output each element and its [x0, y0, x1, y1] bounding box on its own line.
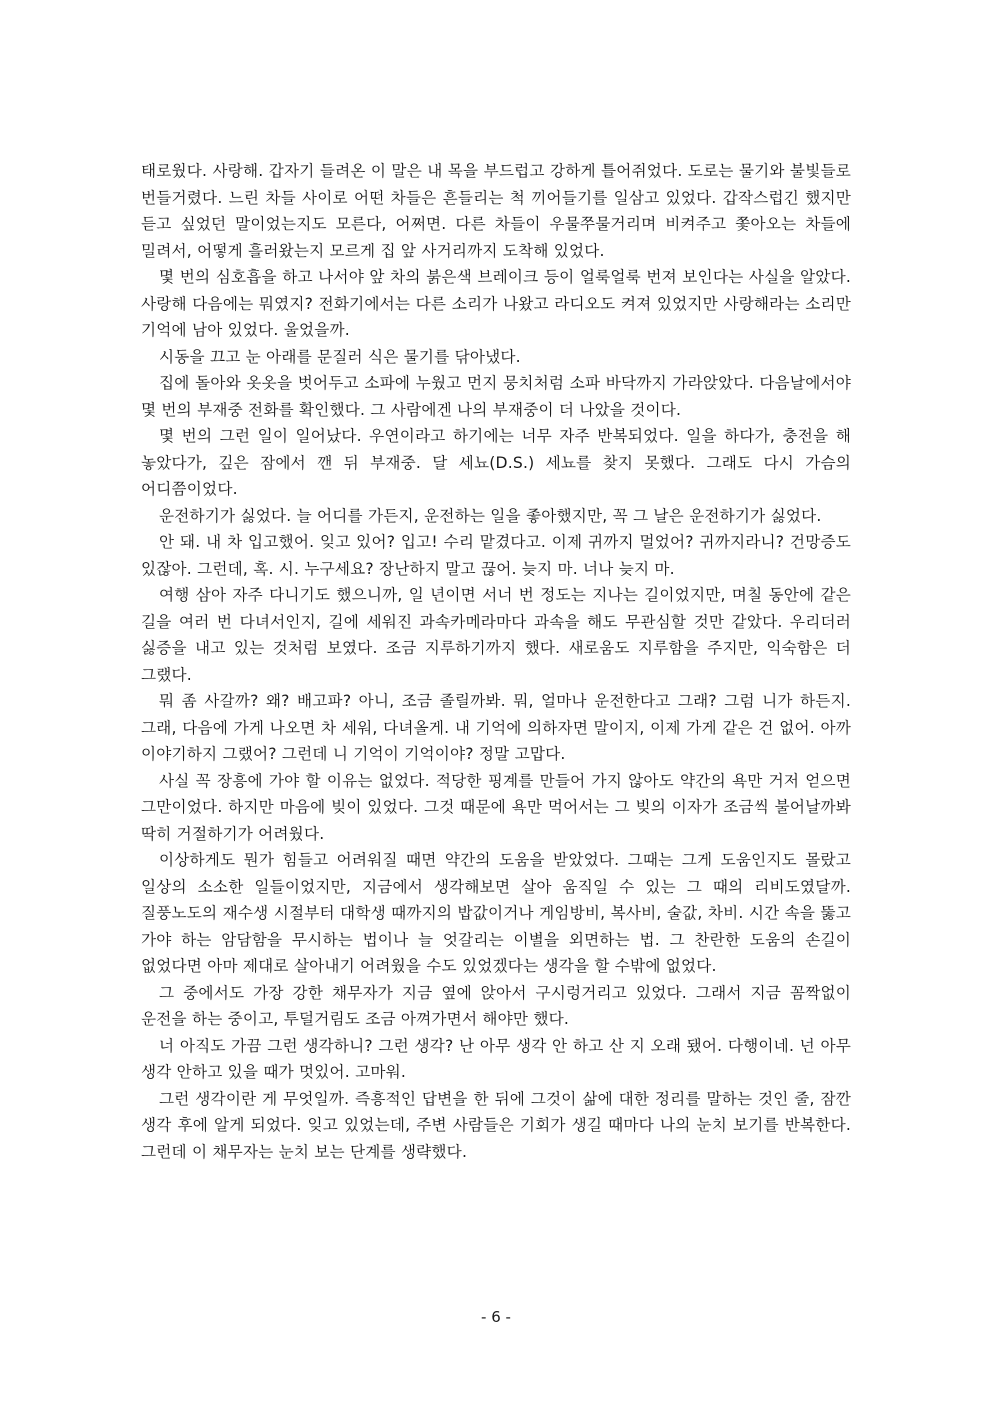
paragraph: 시동을 끄고 눈 아래를 문질러 식은 물기를 닦아냈다. [159, 347, 521, 366]
paragraph: 집에 돌아와 옷옷을 벗어두고 소파에 누웠고 먼지 뭉치처럼 소파 바닥까지 가라앉았다. 다음날에서야 몇 번의 부재중 전화를 확인했다. 그 사람에겐 나의 부재중이 더 나았을 것이다. [141, 374, 851, 419]
paragraph: 그런 생각이란 게 무엇일까. 즉흥적인 답변을 한 뒤에 그것이 삶에 대한 정리를 말하는 것인 줄, 잠깐 생각 후에 알게 되었다. 잊고 있었는데, 주변 사람들은 기회가 생길 때마다 나의 눈치 보기를 반복한다. 그런데 이 채무자는 눈치 보는 단계를 생략했다. [141, 1089, 851, 1161]
paragraph: 너 아직도 가끔 그런 생각하니? 그런 생각? 난 아무 생각 안 하고 산 지 오래 됐어. 다행이네. 넌 아무 생각 안하고 있을 때가 멋있어. 고마워. [141, 1036, 851, 1081]
paragraph: 태로웠다. 사랑해. 갑자기 들려온 이 말은 내 목을 부드럽고 강하게 틀어쥐었다. 도로는 물기와 불빛들로 번들거렸다. 느린 차들 사이로 어떤 차들은 흔들리는 척 끼어들기를 일삼고 있었다. 갑작스럽긴 했지만 듣고 싶었던 말이었는지도 모른다, 어쩌면. 다른 차들이 우물쭈물거리며 비켜주고 쫓아오는 차들에 밀려서, 어떻게 흘러왔는지 모르게 집 앞 사거리까지 도착해 있었다. [141, 162, 851, 260]
paragraph: 그 중에서도 가장 강한 채무자가 지금 옆에 앉아서 구시렁거리고 있었다. 그래서 지금 꼼짝없이 운전을 하는 중이고, 투덜거림도 조금 아껴가면서 해야만 했다. [141, 983, 851, 1028]
paragraph: 사실 꼭 장흥에 가야 할 이유는 없었다. 적당한 핑계를 만들어 가지 않아도 약간의 욕만 거저 얻으면 그만이었다. 하지만 마음에 빚이 있었다. 그것 때문에 욕만 먹어서는 그 빚의 이자가 조금씩 불어날까봐 딱히 거절하기가 어려웠다. [141, 771, 851, 843]
paragraph: 안 돼. 내 차 입고했어. 잊고 있어? 입고! 수리 맡겼다고. 이제 귀까지 멀었어? 귀까지라니? 건망증도 있잖아. 그런데, 혹. 시. 누구세요? 장난하지 말고 끊어. 늦지 마. 너나 늦지 마. [141, 533, 851, 578]
paragraph: 운전하기가 싫었다. 늘 어디를 가든지, 운전하는 일을 좋아했지만, 꼭 그 날은 운전하기가 싫었다. [159, 506, 822, 525]
page-number: - 6 - [481, 1308, 511, 1326]
paragraph: 몇 번의 심호흡을 하고 나서야 앞 차의 붉은색 브레이크 등이 얼룩얼룩 번져 보인다는 사실을 알았다. 사랑해 다음에는 뭐였지? 전화기에서는 다른 소리가 나왔고 라디오도 켜져 있었지만 사랑해라는 소리만 기억에 남아 있었다. 울었을까. [141, 268, 851, 339]
paragraph: 뭐 좀 사갈까? 왜? 배고파? 아니, 조금 졸릴까봐. 뭐, 얼마나 운전한다고 그래? 그럼 니가 하든지. 그래, 다음에 가게 나오면 차 세워, 다녀올게. 내 기억에 의하자면 말이지, 이제 가게 같은 건 없어. 아까 이야기하지 그랬어? 그런데 니 기억이 기억이야? 정말 고맙다. [141, 692, 851, 763]
paragraph: 이상하게도 뭔가 힘들고 어려워질 때면 약간의 도움을 받았었다. 그때는 그게 도움인지도 몰랐고 일상의 소소한 일들이었지만, 지금에서 생각해보면 살아 움직일 수 있는 그 때의 리비도였달까. 질풍노도의 재수생 시절부터 대학생 때까지의 밥값이거나 게임방비, 복사비, 술값, 차비. 시간 속을 뚫고 가야 하는 암담함을 무시하는 법이나 늘 엇갈리는 이별을 외면하는 법. 그 찬란한 도움의 손길이 없었다면 아마 제대로 살아내기 어려웠을 수도 있었겠다는 생각을 할 수밖에 없었다. [141, 851, 851, 975]
body-text [141, 158, 851, 1165]
paragraph: 몇 번의 그런 일이 일어났다. 우연이라고 하기에는 너무 자주 반복되었다. 일을 하다가, 충전을 해 놓았다가, 깊은 잠에서 깬 뒤 부재중. 달 세뇨(D.S.) 세뇨를 찾지 못했다. 그래도 다시 가슴의 어디쯤이었다. [141, 427, 851, 498]
paragraph: 여행 삼아 자주 다니기도 했으니까, 일 년이면 서너 번 정도는 지나는 길이었지만, 며칠 동안에 같은 길을 여러 번 다녀서인지, 길에 세워진 과속카메라마다 과속을 해도 무관심할 것만 같았다. 우리더러 싫증을 내고 있는 것처럼 보였다. 조금 지루하기까지 했다. 새로움도 지루함을 주지만, 익숙함은 더 그랬다. [141, 586, 851, 684]
